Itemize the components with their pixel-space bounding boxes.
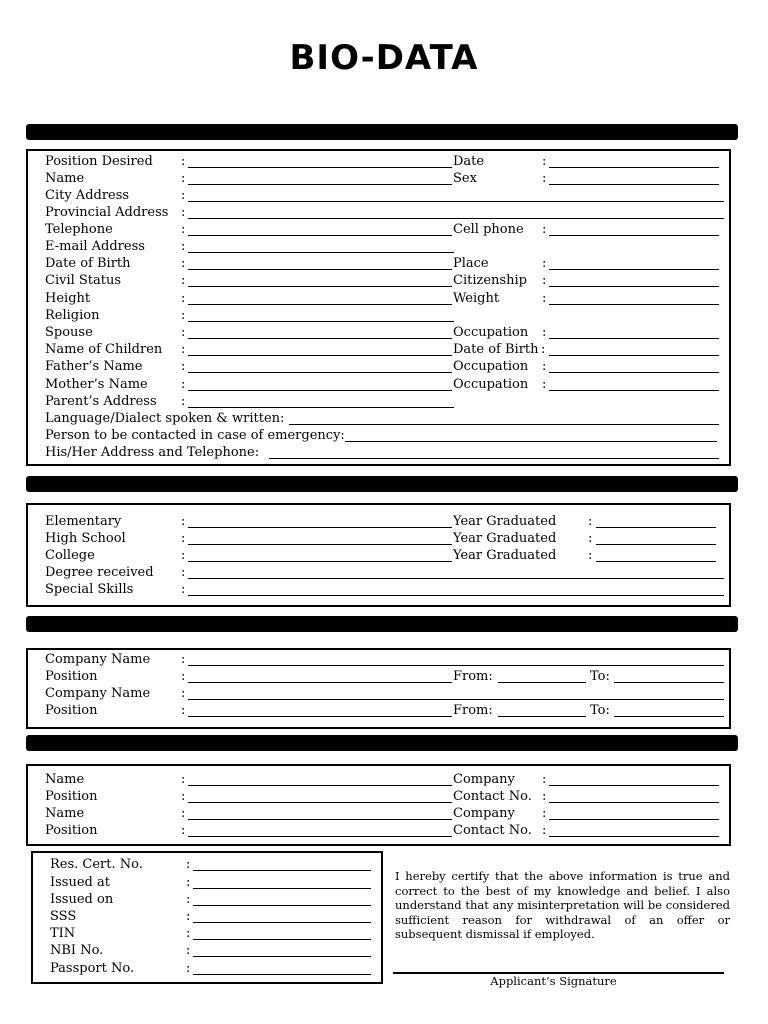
sss-field[interactable] [195, 908, 369, 922]
issued-at-field[interactable] [195, 874, 369, 888]
company-name-2-label: Company Name [45, 686, 151, 701]
reference-name-2-label: Name [45, 806, 85, 821]
position-desired-field[interactable] [190, 153, 450, 167]
reference-company-2-label: Company [453, 806, 515, 821]
mothers-occupation-label: Occupation [453, 377, 529, 392]
civil-status-field[interactable] [190, 272, 450, 286]
provincial-address-label: Provincial Address [45, 205, 169, 220]
to-1-label: To: [590, 669, 610, 684]
elementary-field[interactable] [190, 513, 450, 527]
special-skills-field[interactable] [190, 581, 722, 595]
issued-at-label: Issued at [50, 875, 110, 890]
reference-company-2-field[interactable] [551, 805, 717, 819]
issued-on-field[interactable] [195, 891, 369, 905]
passport-field[interactable] [195, 960, 369, 974]
to-2-label: To: [590, 703, 610, 718]
reference-contact-2-field[interactable] [551, 822, 717, 836]
citizenship-field[interactable] [551, 272, 717, 286]
signature-label: Applicant’s Signature [490, 974, 617, 988]
reference-contact-1-label: Contact No. [453, 789, 532, 804]
reference-position-1-field[interactable] [190, 788, 450, 802]
college-field[interactable] [190, 547, 450, 561]
parents-address-field[interactable] [190, 393, 452, 407]
spouse-occupation-label: Occupation [453, 325, 529, 340]
reference-name-1-label: Name [45, 772, 85, 787]
tin-field[interactable] [195, 925, 369, 939]
reference-company-1-label: Company [453, 772, 515, 787]
from-2-label: From: [453, 703, 493, 718]
high-school-year-field[interactable] [598, 530, 714, 544]
reference-position-2-label: Position [45, 823, 98, 838]
page-title: BIO-DATA [289, 38, 479, 78]
nbi-label: NBI No. [50, 943, 104, 958]
reference-company-1-field[interactable] [551, 771, 717, 785]
elementary-year-label: Year Graduated [453, 514, 557, 529]
provincial-address-field[interactable] [190, 204, 722, 218]
children-date-of-birth-label: Date of Birth [453, 342, 539, 357]
certification-statement: I hereby certify that the above information is true and correct to the best of my knowledge and belief. I also understand that any misinterpretation will be considered sufficient reason for withdrawal of an offer or subsequent dismissal if employed. [395, 869, 730, 941]
religion-field[interactable] [190, 307, 452, 321]
height-label: Height [45, 291, 91, 306]
from-1-field[interactable] [500, 668, 584, 682]
name-of-children-field[interactable] [190, 341, 450, 355]
degree-received-label: Degree received [45, 565, 154, 580]
from-2-field[interactable] [500, 702, 584, 716]
company-name-1-label: Company Name [45, 652, 151, 667]
weight-label: Weight [453, 291, 500, 306]
special-skills-label: Special Skills [45, 582, 134, 597]
spouse-label: Spouse [45, 325, 93, 340]
mothers-name-label: Mother’s Name [45, 377, 148, 392]
name-of-children-label: Name of Children [45, 342, 163, 357]
company-name-1-field[interactable] [190, 651, 722, 665]
position-2-label: Position [45, 703, 98, 718]
spouse-occupation-field[interactable] [551, 324, 717, 338]
fathers-name-field[interactable] [190, 358, 450, 372]
to-1-field[interactable] [616, 668, 722, 682]
elementary-label: Elementary [45, 514, 122, 529]
citizenship-label: Citizenship [453, 273, 527, 288]
telephone-label: Telephone [45, 222, 113, 237]
high-school-label: High School [45, 531, 126, 546]
reference-name-2-field[interactable] [190, 805, 450, 819]
nbi-field[interactable] [195, 942, 369, 956]
position-2-field[interactable] [190, 702, 450, 716]
sex-label: Sex [453, 171, 477, 186]
emergency-address-label: His/Her Address and Telephone: [45, 445, 260, 460]
fathers-occupation-label: Occupation [453, 359, 529, 374]
civil-status-label: Civil Status [45, 273, 122, 288]
city-address-label: City Address [45, 188, 130, 203]
sss-label: SSS [50, 909, 77, 924]
mothers-occupation-field[interactable] [551, 376, 717, 390]
section-bar-references [26, 735, 738, 751]
section-bar-personal [26, 124, 738, 140]
mothers-name-field[interactable] [190, 376, 450, 390]
spouse-field[interactable] [190, 324, 450, 338]
date-field[interactable] [551, 153, 717, 167]
reference-position-1-label: Position [45, 789, 98, 804]
place-label: Place [453, 256, 489, 271]
emergency-address-field[interactable] [271, 444, 717, 458]
sex-field[interactable] [551, 170, 717, 184]
emergency-contact-label: Person to be contacted in case of emergency: [45, 428, 345, 443]
date-label: Date [453, 154, 485, 169]
college-label: College [45, 548, 95, 563]
religion-label: Religion [45, 308, 100, 323]
name-field[interactable] [190, 170, 450, 184]
college-year-field[interactable] [598, 547, 714, 561]
reference-contact-1-field[interactable] [551, 788, 717, 802]
reference-name-1-field[interactable] [190, 771, 450, 785]
high-school-year-label: Year Graduated [453, 531, 557, 546]
language-field[interactable] [291, 410, 717, 424]
cell-phone-field[interactable] [551, 221, 717, 235]
fathers-occupation-field[interactable] [551, 358, 717, 372]
issued-on-label: Issued on [50, 892, 114, 907]
section-bar-employment [26, 616, 738, 632]
city-address-field[interactable] [190, 187, 722, 201]
position-1-label: Position [45, 669, 98, 684]
place-field[interactable] [551, 255, 717, 269]
tin-label: TIN [50, 926, 76, 941]
height-field[interactable] [190, 290, 450, 304]
weight-field[interactable] [551, 290, 717, 304]
company-name-2-field[interactable] [190, 685, 722, 699]
date-of-birth-field[interactable] [190, 255, 450, 269]
telephone-field[interactable] [190, 221, 450, 235]
degree-received-field[interactable] [190, 564, 722, 578]
parents-address-label: Parent’s Address [45, 394, 157, 409]
elementary-year-field[interactable] [598, 513, 714, 527]
reference-position-2-field[interactable] [190, 822, 450, 836]
reference-contact-2-label: Contact No. [453, 823, 532, 838]
passport-label: Passport No. [50, 961, 135, 976]
res-cert-field[interactable] [195, 856, 369, 870]
college-year-label: Year Graduated [453, 548, 557, 563]
to-2-field[interactable] [616, 702, 722, 716]
from-1-label: From: [453, 669, 493, 684]
name-label: Name [45, 171, 85, 186]
email-address-field[interactable] [190, 238, 452, 252]
res-cert-label: Res. Cert. No. [50, 857, 143, 872]
children-date-of-birth-field[interactable] [551, 341, 717, 355]
fathers-name-label: Father’s Name [45, 359, 143, 374]
position-1-field[interactable] [190, 668, 450, 682]
emergency-contact-field[interactable] [347, 427, 715, 441]
date-of-birth-label: Date of Birth [45, 256, 131, 271]
section-bar-education [26, 476, 738, 492]
email-address-label: E-mail Address [45, 239, 145, 254]
language-label: Language/Dialect spoken & written: [45, 411, 285, 426]
position-desired-label: Position Desired [45, 154, 153, 169]
high-school-field[interactable] [190, 530, 450, 544]
cell-phone-label: Cell phone [453, 222, 524, 237]
